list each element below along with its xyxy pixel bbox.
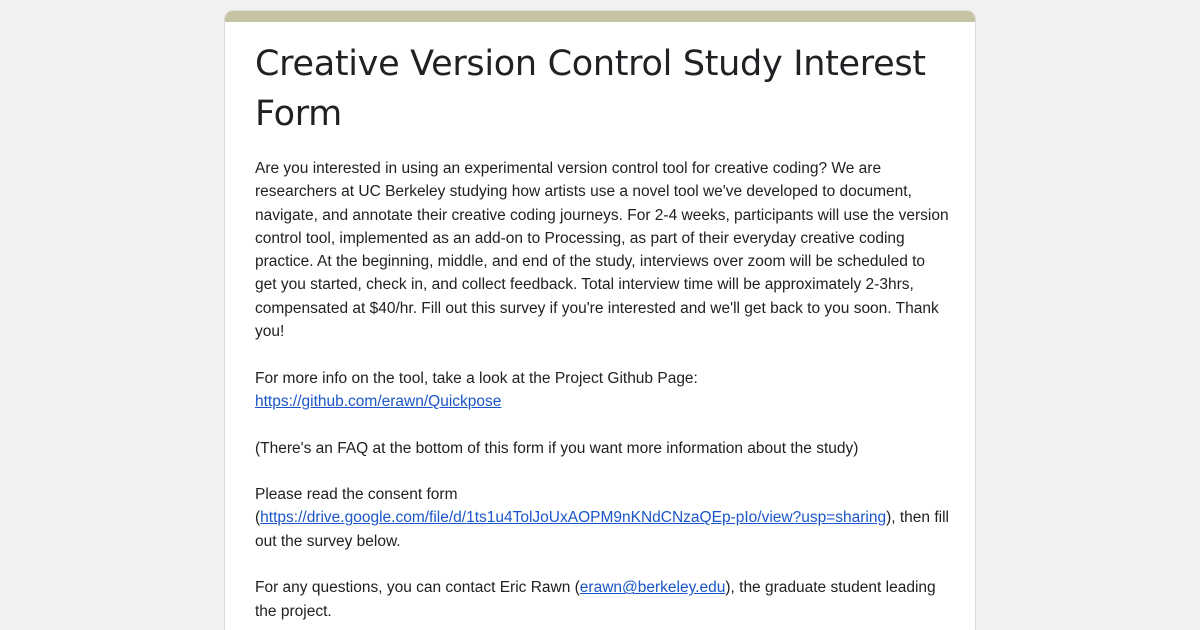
consent-after-text: ), then fill out the survey below. — [255, 509, 949, 550]
consent-form-link[interactable]: https://drive.google.com/file/d/1ts1u4TolJoUxAOPM9nKNdCNzaQEp-pIo/view?usp=sharing — [260, 509, 887, 527]
faq-note: (There's an FAQ at the bottom of this form if you want more information about the study) — [255, 439, 859, 457]
github-link[interactable]: https://github.com/erawn/Quickpose — [255, 392, 502, 410]
github-text: For more info on the tool, take a look at the Project Github Page: — [255, 369, 698, 387]
contact-email-link[interactable]: erawn@berkeley.edu — [579, 579, 726, 597]
github-paragraph — [255, 367, 950, 414]
form-title: Creative Version Control Study Interest Form — [255, 44, 926, 134]
contact-after-text: ), the graduate student leading the project. — [255, 579, 936, 620]
consent-text: Please read the consent form — [255, 486, 458, 504]
form-header — [255, 39, 950, 630]
form-card — [225, 11, 975, 630]
consent-paragraph — [255, 483, 950, 553]
intro-paragraph: Are you interested in using an experimental version control tool for creative coding? We are researchers at UC Berkeley studying how artists use a novel tool we've developed to document, navigate, and annotate their creative coding journeys. For 2-4 weeks, participants will use the version control tool, implemented as an add-on to Processing, as part of their everyday creative coding practice. At the beginning, middle, and end of the study, interviews over zoom will be scheduled to get you started, check in, and collect feedback. Total interview time will be approximately 2-3hrs, compensated at $40/hr. Fill out this survey if you're interested and we'll get back to you soon. Thank you! — [255, 160, 949, 341]
contact-before-text: For any questions, you can contact Eric Rawn ( — [255, 579, 580, 597]
consent-open-paren: ( — [255, 509, 261, 527]
form-description — [255, 157, 950, 623]
form-accent-bar — [225, 11, 975, 22]
contact-paragraph — [255, 576, 950, 623]
